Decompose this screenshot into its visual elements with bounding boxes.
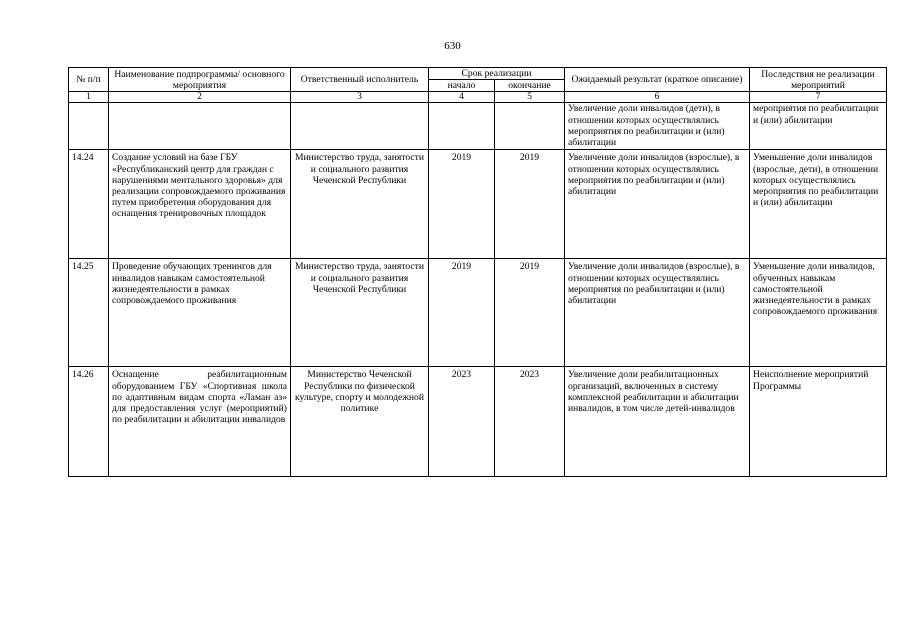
row-start: 2019: [429, 150, 495, 259]
header-start: начало: [429, 80, 495, 92]
column-number: 1: [69, 92, 109, 103]
row-name: [109, 103, 291, 150]
row-consequences: Уменьшение доли инвалидов (взрослые, дети), в отношении которых осуществлялись мероприятия по реабилитации и (или) абилитации: [750, 150, 887, 259]
row-executor: Министерство труда, занятости и социального развития Чеченской Республики: [291, 150, 429, 259]
row-number: [69, 103, 109, 150]
row-number: 14.25: [69, 259, 109, 367]
column-number: 6: [565, 92, 750, 103]
row-end: 2019: [495, 259, 565, 367]
row-executor: Министерство труда, занятости и социального развития Чеченской Республики: [291, 259, 429, 367]
row-executor: [291, 103, 429, 150]
row-consequences: Уменьшение доли инвалидов, обученных навыкам самостоятельной жизнедеятельности в рамках сопровождаемого проживания: [750, 259, 887, 367]
header-consequences: Последствия не реализации мероприятий: [750, 68, 887, 92]
header-result: Ожидаемый результат (краткое описание): [565, 68, 750, 92]
column-number: 2: [109, 92, 291, 103]
header-number: № п/п: [69, 68, 109, 92]
row-consequences: Неисполнение мероприятий Программы: [750, 367, 887, 477]
header-end: окончание: [495, 80, 565, 92]
table-row: [69, 259, 887, 367]
row-name: Проведение обучающих тренингов для инвалидов навыкам самостоятельной жизнедеятельности в рамках сопровождаемого проживания: [109, 259, 291, 367]
column-number: 4: [429, 92, 495, 103]
column-number: 5: [495, 92, 565, 103]
row-end: 2019: [495, 150, 565, 259]
row-start: 2023: [429, 367, 495, 477]
row-executor: Министерство Чеченской Республики по физической культуре, спорту и молодежной политике: [291, 367, 429, 477]
page-number: 630: [444, 40, 461, 52]
row-end: 2023: [495, 367, 565, 477]
table-row: [69, 103, 887, 150]
row-start: [429, 103, 495, 150]
row-number: 14.26: [69, 367, 109, 477]
row-name: Оснащение реабилитационным оборудованием ГБУ «Спортивная школа по адаптивным видам спорта «Ламан аз» для предоставления услуг (мероприятий) по реабилитации и абилитации инвалидов: [109, 367, 291, 477]
row-name: Создание условий на базе ГБУ «Республиканский центр для граждан с нарушениями ментального здоровья» для реализации сопровождаемого проживания путем приобретения оборудования для оснащения тренировочных площадок: [109, 150, 291, 259]
program-table: [68, 67, 887, 477]
row-result: Увеличение доли инвалидов (дети), в отношении которых осуществлялись мероприятия по реабилитации и (или) абилитации: [565, 103, 750, 150]
row-result: Увеличение доли реабилитационных организаций, включенных в систему комплексной реабилитации и абилитации инвалидов, в том числе детей-инвалидов: [565, 367, 750, 477]
row-number: 14.24: [69, 150, 109, 259]
row-result: Увеличение доли инвалидов (взрослые), в отношении которых осуществлялись мероприятия по реабилитации и (или) абилитации: [565, 259, 750, 367]
row-end: [495, 103, 565, 150]
header-executor: Ответственный исполнитель: [291, 68, 429, 92]
row-result: Увеличение доли инвалидов (взрослые), в отношении которых осуществлялись мероприятия по реабилитации и (или) абилитации: [565, 150, 750, 259]
table-row: [69, 150, 887, 259]
table-row: [69, 367, 887, 477]
header-term: Срок реализации: [429, 68, 565, 80]
column-number: 3: [291, 92, 429, 103]
row-consequences: мероприятия по реабилитации и (или) абилитации: [750, 103, 887, 150]
header-name: Наименование подпрограммы/ основного мероприятия: [109, 68, 291, 92]
row-start: 2019: [429, 259, 495, 367]
column-number: 7: [750, 92, 887, 103]
